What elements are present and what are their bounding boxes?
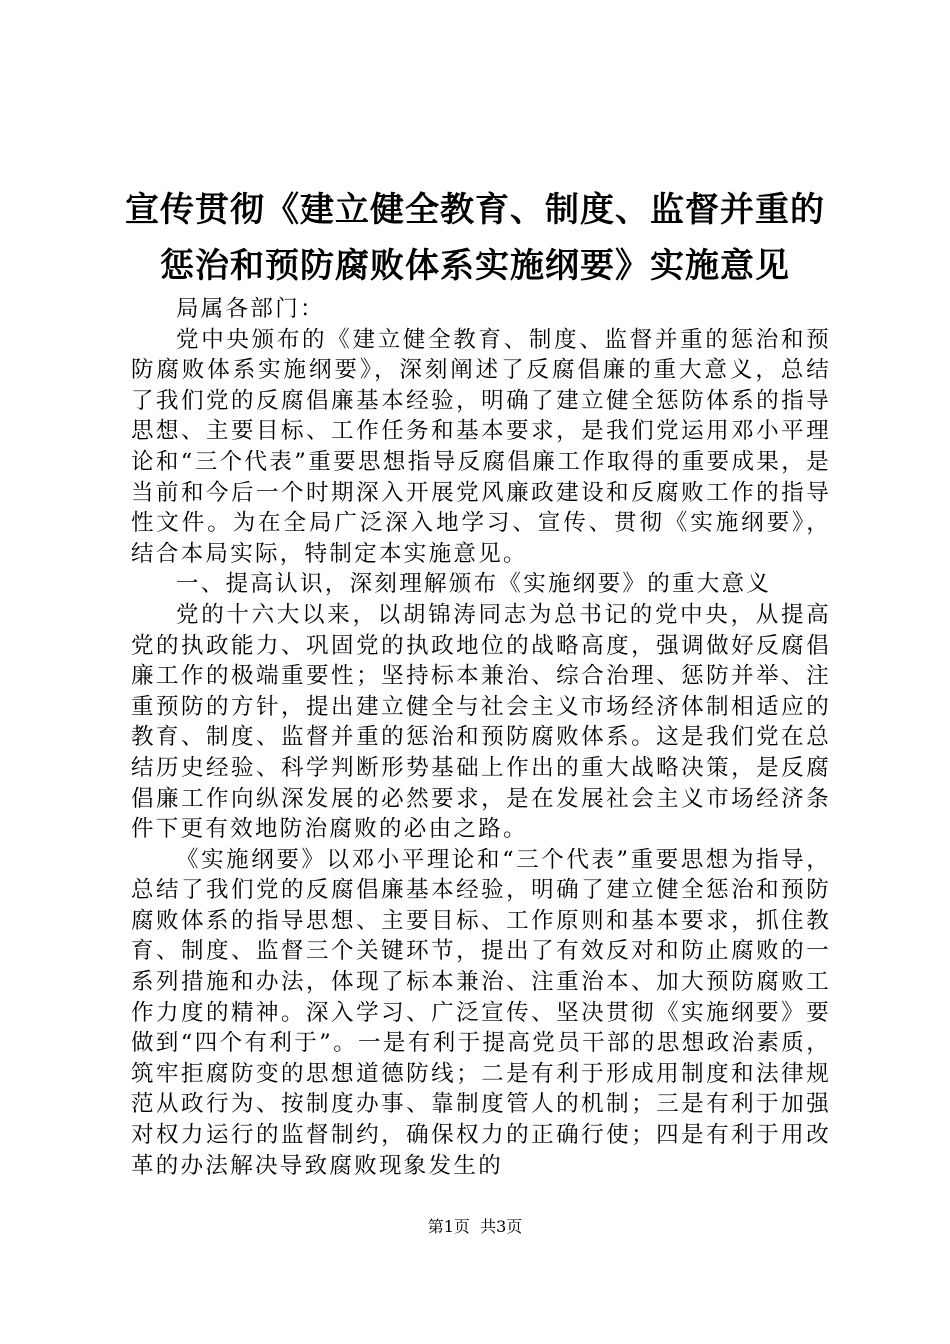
paragraph-guidelines: 《实施纲要》以邓小平理论和“三个代表”重要思想为指导，总结了我们党的反腐倡廉基本经验，明确了建立健全惩治和预防腐败体系的指导思想、主要目标、工作原则和基本要求，抓住教育、制度、监督三个关键环节，提出了有效反对和防止腐败的一系列措施和办法，体现了标本兼治、注重治本、加大预防腐败工作力度的精神。深入学习、广泛宣传、坚决贯彻《实施纲要》要做到“四个有利于”。一是有利于提高党员干部的思想政治素质，筑牢拒腐防变的思想道德防线；二是有利于形成用制度和法律规范从政行为、按制度办事、靠制度管人的机制；三是有利于加强对权力运行的监督制约，确保权力的正确行使；四是有利于用改革的办法解决导致腐败现象发生的: [131, 846, 831, 1179]
section-heading-1: 一、提高认识，深刻理解颁布《实施纲要》的重大意义: [176, 571, 772, 598]
paragraph-significance: 党的十六大以来，以胡锦涛同志为总书记的党中央，从提高党的执政能力、巩固党的执政地位的战略高度，强调做好反腐倡廉工作的极端重要性；坚持标本兼治、综合治理、惩防并举、注重预防的方针，提出建立健全与社会主义市场经济体制相适应的教育、制度、监督并重的惩治和预防腐败体系。这是我们党在总结历史经验、科学判断形势基础上作出的重大战略决策，是反腐倡廉工作向纵深发展的必然要求，是在发展社会主义市场经济条件下更有效地防治腐败的必由之路。: [131, 601, 831, 843]
document-title-line-2: 惩治和预防腐败体系实施纲要》实施意见: [160, 246, 790, 286]
paragraph-intro: 党中央颁布的《建立健全教育、制度、监督并重的惩治和预防腐败体系实施纲要》，深刻阐述了反腐倡廉的重大意义，总结了我们党的反腐倡廉基本经验，明确了建立健全惩防体系的指导思想、主要目标、工作任务和基本要求，是我们党运用邓小平理论和“三个代表”重要思想指导反腐倡廉工作取得的重要成果，是当前和今后一个时期深入开展党风廉政建设和反腐败工作的指导性文件。为在全局广泛深入地学习、宣传、贯彻《实施纲要》，结合本局实际，特制定本实施意见。: [131, 326, 831, 567]
document-title-line-1: 宣传贯彻《建立健全教育、制度、监督并重的: [125, 190, 825, 230]
page-footer: 第1页 共3页: [427, 1217, 523, 1236]
salutation: 局属各部门：: [176, 296, 325, 322]
document-body: [131, 294, 831, 1181]
